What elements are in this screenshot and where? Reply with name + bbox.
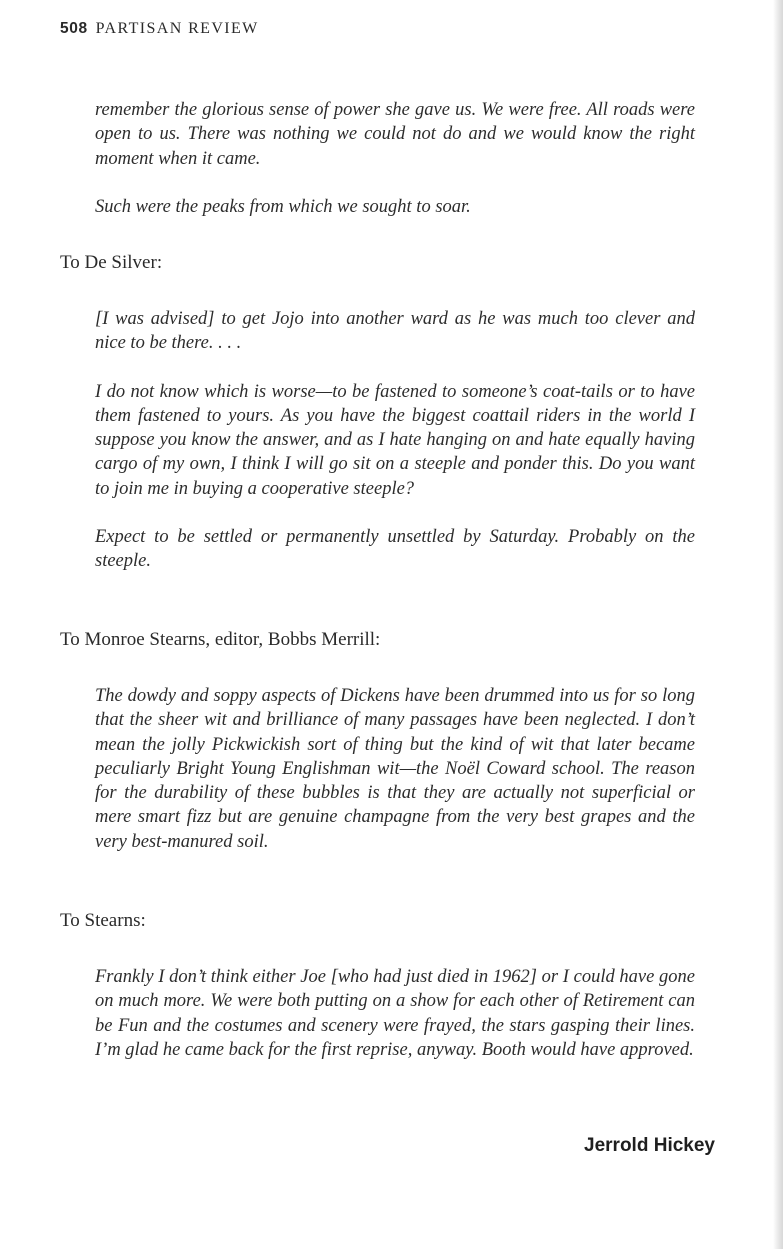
letter-excerpt-opening — [95, 98, 695, 219]
author-signature: Jerrold Hickey — [584, 1135, 715, 1156]
journal-title: PARTISAN REVIEW — [95, 20, 259, 37]
excerpt-paragraph: Frankly I don’t think either Joe [who had just died in 1962] or I could have gone on much more. We were both putting on a show for each other of Retirement can be Fun and the costumes and scenery were frayed, the stars gasping their lines. I’m glad he came back for the first reprise, anyway. Booth would have approved. — [95, 967, 695, 1060]
letter-excerpt-de-silver — [95, 307, 695, 574]
excerpt-paragraph: [I was advised] to get Jojo into another ward as he was much too clever and nice to be there. . . . — [95, 309, 695, 354]
recipient-heading-monroe-stearns: To Monroe Stearns, editor, Bobbs Merrill: — [60, 629, 381, 650]
page-edge-shadow — [773, 0, 783, 1249]
excerpt-paragraph: The dowdy and soppy aspects of Dickens have been drummed into us for so long that the sheer wit and brilliance of many passages have been neglected. I don’t mean the jolly Pickwickish sort of thing but the kind of wit that later became peculiarly Bright Young Englishman wit—the Noël Coward school. The reason for the durability of these bubbles is that they are actually not superficial or mere smart fizz but are genuine champagne from the very best grapes and the very best-manured soil. — [95, 686, 695, 852]
recipient-heading-de-silver: To De Silver: — [60, 252, 163, 273]
excerpt-paragraph: Such were the peaks from which we sought to soar. — [95, 196, 471, 217]
excerpt-paragraph: I do not know which is worse—to be fastened to someone’s coat-tails or to have them fastened to yours. As you have the biggest coattail riders in the world I suppose you know the answer, and as I hate hanging on and hate equally having cargo of my own, I think I will go sit on a steeple and ponder this. Do you want to join me in buying a cooperative steeple? — [95, 381, 695, 499]
page-number: 508 — [60, 20, 88, 37]
recipient-heading-stearns: To Stearns: — [60, 910, 146, 931]
running-head — [60, 19, 259, 38]
letter-excerpt-stearns — [95, 965, 695, 1062]
letter-excerpt-monroe-stearns — [95, 684, 695, 854]
excerpt-paragraph: Expect to be settled or permanently unsettled by Saturday. Probably on the steeple. — [95, 527, 695, 572]
excerpt-paragraph: remember the glorious sense of power she gave us. We were free. All roads were open to us. There was nothing we could not do and we would know the right moment when it came. — [95, 100, 695, 169]
